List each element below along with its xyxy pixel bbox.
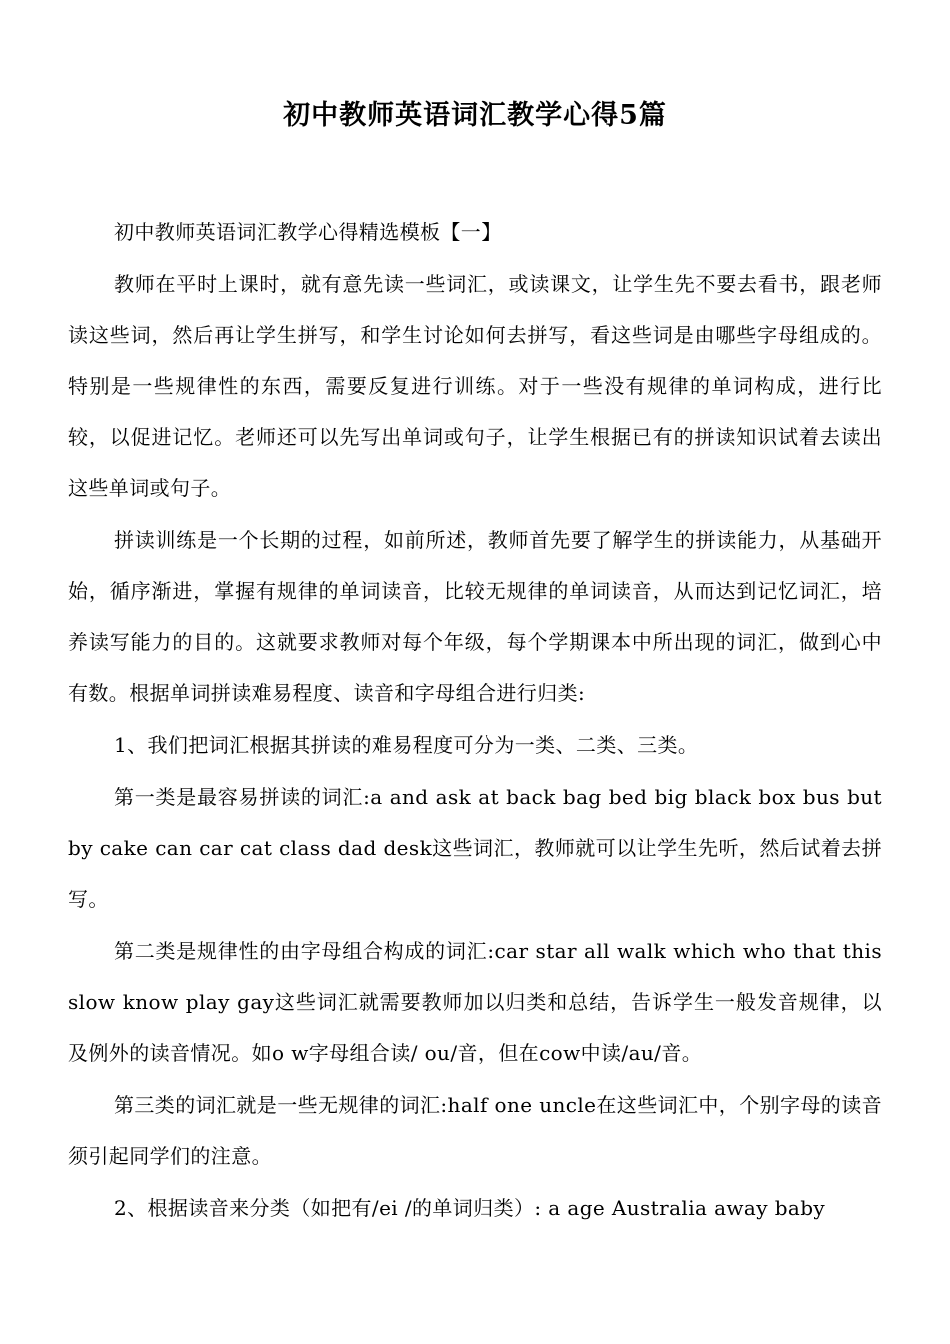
paragraph-6: 第三类的词汇就是一些无规律的词汇:half one uncle在这些词汇中，个别字母的读音须引起同学们的注意。 <box>68 1093 883 1168</box>
document-title: 初中教师英语词汇教学心得5篇 <box>283 100 667 131</box>
paragraph-3: 1、我们把词汇根据其拼读的难易程度可分为一类、二类、三类。 <box>114 733 699 757</box>
paragraph-7: 2、根据读音来分类（如把有/ei /的单词归类）: a age Australia away baby <box>114 1196 826 1220</box>
paragraph-2: 拼读训练是一个长期的过程，如前所述，教师首先要了解学生的拼读能力，从基础开始，循序渐进，掌握有规律的单词读音，比较无规律的单词读音，从而达到记忆词汇，培养读写能力的目的。这就要求教师对每个年级，每个学期课本中所出现的词汇，做到心中有数。根据单词拼读难易程度、读音和字母组合进行归类: <box>68 528 882 705</box>
section-heading: 初中教师英语词汇教学心得精选模板【一】 <box>114 220 502 244</box>
paragraph-4: 第一类是最容易拼读的词汇:a and ask at back bag bed big black box bus but by cake can car cat class dad desk这些词汇，教师就可以让学生先听，然后试着去拼写。 <box>68 785 882 911</box>
paragraph-1: 教师在平时上课时，就有意先读一些词汇，或读课文，让学生先不要去看书，跟老师读这些词，然后再让学生拼写，和学生讨论如何去拼写，看这些词是由哪些字母组成的。特别是一些规律性的东西，需要反复进行训练。对于一些没有规律的单词构成，进行比较，以促进记忆。老师还可以先写出单词或句子，让学生根据已有的拼读知识试着去读出这些单词或句子。 <box>68 272 882 500</box>
paragraph-5: 第二类是规律性的由字母组合构成的词汇:car star all walk which who that this slow know play gay这些词汇就需要教师加以归类和总结，告诉学生一般发音规律，以及例外的读音情况。如o w字母组合读/ ou/音，但在cow中读/au/音。 <box>68 939 882 1065</box>
document-body <box>68 207 882 1235</box>
